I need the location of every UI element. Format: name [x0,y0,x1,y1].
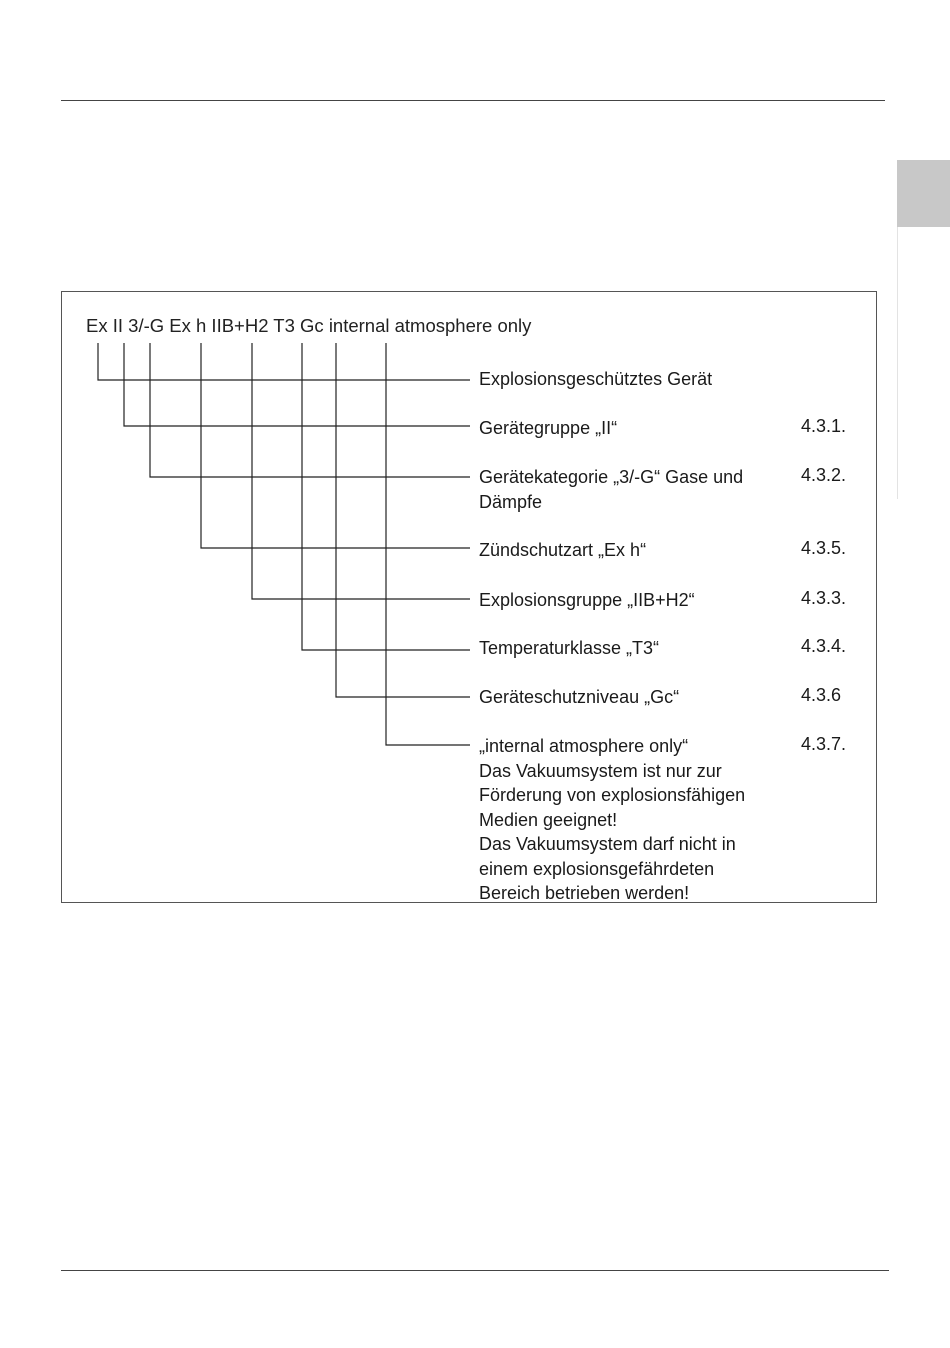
chapter-tab-line [897,227,898,499]
footer-rule [61,1270,889,1271]
row-ref: 4.3.1. [801,416,847,436]
row-explosion-protected [479,367,789,392]
row-explosion-group [479,588,789,613]
row-label-line: Zündschutzart „Ex h“ [479,540,647,560]
row-label-line: Gerätegruppe „II“ [479,418,618,438]
row-ref: 4.3.4. [801,636,847,656]
marking-code: Ex II 3/-G Ex h IIB+H2 T3 Gc internal atmosphere only [86,315,532,336]
row-label-line: Medien geeignet! [479,809,618,830]
row-label-line: „internal atmosphere only“ [479,736,689,756]
row-equipment-group [479,416,789,441]
row-protection-type [479,538,789,563]
row-label-line: Förderung von explosionsfähigen [479,785,746,805]
row-label-line: Bereich betrieben werden! [479,883,690,903]
chapter-tab [897,160,950,227]
row-label-line: Das Vakuumsystem ist nur zur [479,760,722,781]
row-ref: 4.3.3. [801,588,847,608]
row-label-line: einem explosionsgefährdeten [479,858,715,879]
row-protection-level [479,685,789,710]
row-ref: 4.3.6 [801,685,842,705]
row-label-line: Explosionsgeschütztes Gerät [479,369,713,389]
row-label-line: Geräteschutzniveau „Gc“ [479,687,680,707]
row-label-line: Dämpfe [479,491,543,512]
row-ref: 4.3.7. [801,734,847,754]
row-label-line: Das Vakuumsystem darf nicht in [479,834,736,854]
row-internal-atmosphere [479,734,789,906]
header-rule [61,100,885,101]
row-temperature-class [479,636,789,661]
row-equipment-category [479,465,789,514]
row-label-line: Gerätekategorie „3/-G“ Gase und [479,467,744,487]
row-ref: 4.3.2. [801,465,847,485]
row-label-line: Temperaturklasse „T3“ [479,638,660,658]
row-label-line: Explosionsgruppe „IIB+H2“ [479,590,695,610]
row-ref: 4.3.5. [801,538,847,558]
